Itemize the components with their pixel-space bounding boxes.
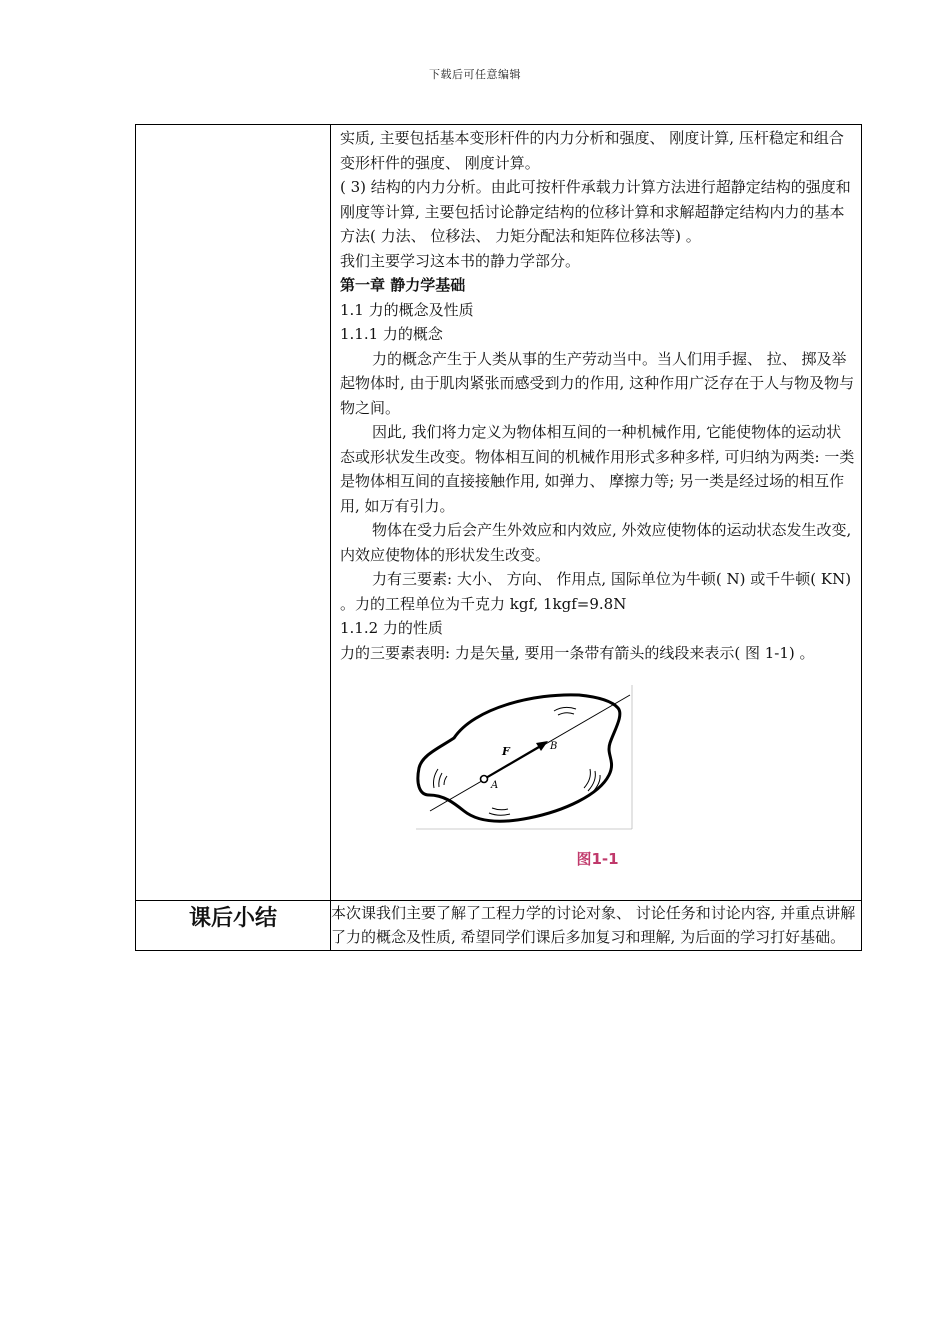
force-label: F xyxy=(502,745,510,758)
point-b-label: B xyxy=(550,741,558,752)
paragraph-force-effects: 物体在受力后会产生外效应和内效应, 外效应使物体的运动状态发生改变, 内效应使物体的形状发生改变。 xyxy=(340,521,852,564)
content-label-cell xyxy=(136,125,331,901)
force-vector-diagram xyxy=(414,683,634,833)
paragraph-structure-analysis: ( 3) 结构的内力分析。由此可按杆件承载力计算方法进行超静定结构的强度和刚度等计算, 主要包括讨论静定结构的位移计算和求解超静定结构内力的基本方法( 力法、 位移法、 力矩分配法和矩阵位移法等) 。 xyxy=(340,178,851,245)
section-heading-1-1-1: 1.1.1 力的概念 xyxy=(340,325,443,343)
content-row xyxy=(136,125,862,901)
paragraph-strength: 实质, 主要包括基本变形杆件的内力分析和强度、 刚度计算, 压杆稳定和组合变形杆件的强度、 刚度计算。 xyxy=(340,129,844,172)
summary-row xyxy=(136,900,862,950)
point-a-marker xyxy=(481,776,488,783)
shading-marks xyxy=(434,707,601,815)
figure-1-1 xyxy=(340,683,855,896)
page-header: 下载后可任意编辑 xyxy=(429,68,521,81)
force-arrow-shaft xyxy=(484,745,542,779)
force-arrow-head xyxy=(536,741,548,751)
paragraph-statics-intro: 我们主要学习这本书的静力学部分。 xyxy=(340,251,581,270)
paragraph-force-elements: 力有三要素: 大小、 方向、 作用点, 国际单位为牛顿( N) 或千牛顿( KN) 。力的工程单位为千克力 kgf, 1kgf=9.8N xyxy=(340,570,852,613)
paragraph-force-vector: 力的三要素表明: 力是矢量, 要用一条带有箭头的线段来表示( 图 1-1) 。 xyxy=(340,643,815,662)
paragraph-force-definition: 因此, 我们将力定义为物体相互间的一种机械作用, 它能使物体的运动状态或形状发生改变。物体相互间的机械作用形式多种多样, 可归纳为两类: 一类是物体相互间的直接接触作用, 如弹力、 摩擦力等; 另一类是经过场的相互作用, 如万有引力。 xyxy=(340,423,855,515)
point-a-label: A xyxy=(491,780,499,791)
paragraph-force-origin: 力的概念产生于人类从事的生产劳动当中。当人们用手握、 拉、 掷及举起物体时, 由于肌肉紧张而感受到力的作用, 这种作用广泛存在于人与物及物与物之间。 xyxy=(340,349,855,417)
summary-label: 课后小结 xyxy=(136,900,331,950)
section-heading-1-1: 1.1 力的概念及性质 xyxy=(340,300,474,319)
figure-caption: 图1-1 xyxy=(576,850,619,868)
content-cell xyxy=(331,125,862,901)
section-heading-1-1-2: 1.1.2 力的性质 xyxy=(340,619,443,637)
chapter-title: 第一章 静力学基础 xyxy=(340,276,466,294)
lesson-table xyxy=(135,124,862,951)
summary-text: 本次课我们主要了解了工程力学的讨论对象、 讨论任务和讨论内容, 并重点讲解了力的概念及性质, 希望同学们课后多加复习和理解, 为后面的学习打好基础。 xyxy=(331,900,862,950)
